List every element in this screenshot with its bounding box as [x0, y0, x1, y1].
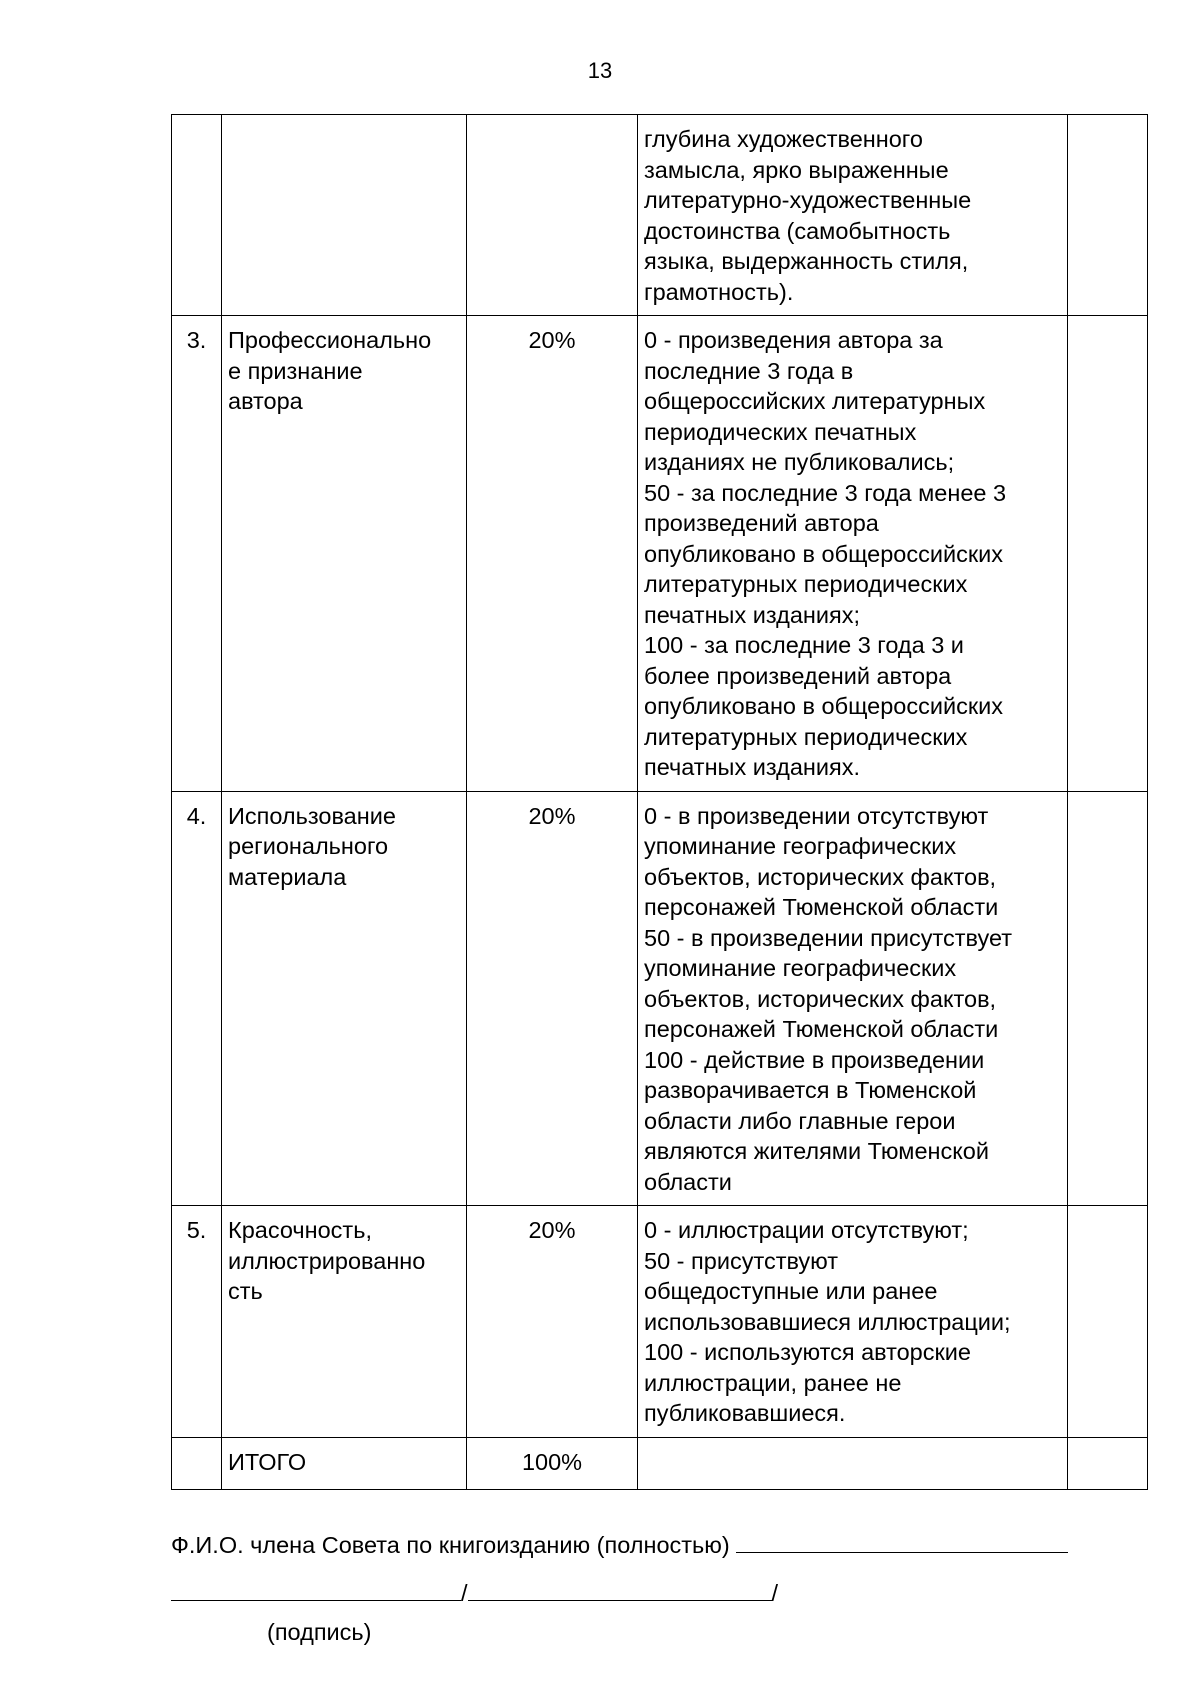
description-line: являются жителями Тюменской	[644, 1138, 989, 1164]
fio-label: Ф.И.О. члена Совета по книгоизданию (полностью)	[171, 1532, 730, 1558]
description-line: иллюстрации, ранее не	[644, 1369, 902, 1396]
criterion-line: сть	[228, 1278, 263, 1304]
description-line: языка, выдержанность стиля,	[644, 248, 969, 274]
cell-num: 3.	[172, 316, 222, 792]
table-row-criterion-3	[172, 316, 1148, 792]
criteria-table	[171, 114, 1148, 1490]
description-line: достоинства (самобытность	[644, 217, 951, 244]
description-line: общедоступные или ранее	[644, 1278, 938, 1304]
description-line: литературных периодических	[644, 723, 968, 750]
description-line: упоминание географических	[644, 833, 957, 859]
criterion-line: Использование	[228, 802, 396, 829]
criterion-line: иллюстрированно	[228, 1247, 426, 1274]
description-line: печатных изданиях.	[644, 754, 860, 780]
description-line: литературно-художественные	[644, 187, 972, 213]
cell-weight: 20%	[467, 316, 638, 792]
description-line: грамотность).	[644, 278, 794, 305]
cell-criterion	[222, 1206, 467, 1438]
name-decoding-blank-field[interactable]	[468, 1578, 772, 1601]
table-row-continuation	[172, 115, 1148, 316]
cell-score	[1068, 1437, 1148, 1489]
table-row-criterion-4	[172, 791, 1148, 1206]
slash-separator: /	[461, 1580, 468, 1606]
description-line: глубина художественного	[644, 126, 923, 152]
description-line: периодических печатных	[644, 418, 917, 445]
cell-description	[638, 316, 1068, 792]
cell-criterion	[222, 115, 467, 316]
description-line: замысла, ярко выраженные	[644, 156, 949, 183]
signature-caption: (подпись)	[267, 1619, 372, 1645]
signature-line	[171, 1578, 778, 1608]
description-line: печатных изданиях;	[644, 601, 860, 628]
description-line: персонажей Тюменской области	[644, 894, 999, 920]
table-row-total	[172, 1437, 1148, 1489]
description-line: 50 - за последние 3 года менее 3	[644, 479, 1007, 506]
signature-blank-field[interactable]	[171, 1578, 461, 1601]
cell-score	[1068, 1206, 1148, 1438]
description-line: литературных периодических	[644, 571, 968, 597]
description-line: использовавшиеся иллюстрации;	[644, 1308, 1011, 1335]
cell-num: 5.	[172, 1206, 222, 1438]
description-line: персонажей Тюменской области	[644, 1016, 999, 1042]
description-line: 50 - присутствуют	[644, 1247, 839, 1274]
cell-total-label: ИТОГО	[222, 1437, 467, 1489]
table-row-criterion-5	[172, 1206, 1148, 1438]
cell-weight: 20%	[467, 1206, 638, 1438]
cell-weight	[467, 115, 638, 316]
cell-score	[1068, 791, 1148, 1206]
description-line: 100 - используются авторские	[644, 1339, 971, 1365]
cell-total-weight: 100%	[467, 1437, 638, 1489]
description-line: 50 - в произведении присутствует	[644, 924, 1013, 951]
criterion-line: Профессионально	[228, 327, 432, 353]
cell-description	[638, 1206, 1068, 1438]
criterion-line: материала	[228, 863, 347, 890]
cell-score	[1068, 115, 1148, 316]
description-line: разворачивается в Тюменской	[644, 1077, 977, 1103]
criterion-line: автора	[228, 388, 303, 414]
cell-num: 4.	[172, 791, 222, 1206]
cell-score	[1068, 316, 1148, 792]
cell-num	[172, 1437, 222, 1489]
description-line: 0 - в произведении отсутствуют	[644, 802, 989, 829]
description-line: области	[644, 1168, 732, 1195]
cell-num	[172, 115, 222, 316]
cell-description	[638, 1437, 1068, 1489]
description-line: объектов, исторических фактов,	[644, 863, 997, 890]
description-line: произведений автора	[644, 510, 879, 536]
fio-blank-field[interactable]	[736, 1530, 1068, 1553]
description-line: последние 3 года в	[644, 357, 854, 384]
description-line: объектов, исторических фактов,	[644, 985, 997, 1012]
fio-line	[171, 1530, 1068, 1560]
description-line: области либо главные герои	[644, 1107, 956, 1134]
description-line: изданиях не публиковались;	[644, 449, 955, 475]
description-line: опубликовано в общероссийских	[644, 540, 1004, 567]
criterion-line: Красочность,	[228, 1217, 372, 1243]
description-line: публиковавшиеся.	[644, 1400, 846, 1426]
slash-separator: /	[771, 1580, 779, 1606]
cell-description	[638, 115, 1068, 316]
page-number: 13	[587, 58, 613, 83]
description-line: общероссийских литературных	[644, 388, 986, 414]
cell-criterion	[222, 791, 467, 1206]
criterion-line: е признание	[228, 357, 363, 384]
description-line: упоминание географических	[644, 955, 957, 981]
description-line: более произведений автора	[644, 662, 952, 689]
description-line: 0 - произведения автора за	[644, 327, 943, 353]
description-line: 100 - действие в произведении	[644, 1046, 985, 1073]
cell-description	[638, 791, 1068, 1206]
description-line: 0 - иллюстрации отсутствуют;	[644, 1217, 969, 1243]
criterion-line: регионального	[228, 833, 389, 859]
description-line: опубликовано в общероссийских	[644, 693, 1004, 719]
description-line: 100 - за последние 3 года 3 и	[644, 632, 964, 658]
cell-weight: 20%	[467, 791, 638, 1206]
cell-criterion	[222, 316, 467, 792]
